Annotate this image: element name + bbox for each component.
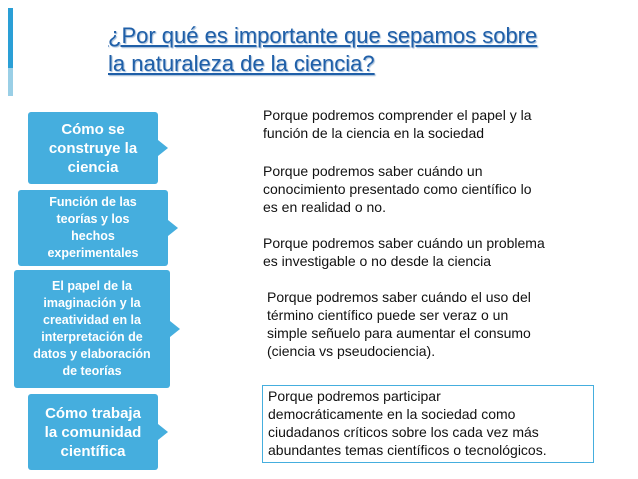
- slide-title-line-1: ¿Por qué es importante que sepamos sobre: [108, 23, 538, 48]
- reason-line: Porque podremos saber cuándo un: [263, 163, 483, 179]
- reason-2: [263, 162, 623, 216]
- callout-line: interpretación de: [41, 330, 143, 344]
- callout-line: experimentales: [47, 246, 139, 260]
- callout-line: construye la: [48, 139, 138, 157]
- reason-line: conocimiento presentado como científico lo: [263, 181, 532, 197]
- reason-line: función de la ciencia en la sociedad: [263, 125, 485, 141]
- reason-line: abundantes temas científicos o tecnológicos.: [268, 442, 547, 458]
- reason-line: Porque podremos saber cuándo el uso del: [267, 289, 531, 305]
- callout-funcion-teorias: [18, 190, 168, 266]
- slide-title: [108, 22, 628, 78]
- reason-1: [263, 106, 623, 142]
- reason-line: Porque podremos comprender el papel y la: [263, 107, 532, 123]
- callout-comunidad-cientifica: [28, 394, 158, 470]
- reason-line: Porque podremos participar: [268, 388, 441, 404]
- callout-line: teorías y los: [56, 212, 130, 226]
- callout-line: El papel de la: [52, 279, 132, 293]
- callout-line: Función de las: [49, 195, 137, 209]
- callout-line: ciencia: [67, 158, 119, 176]
- callout-construccion-ciencia: [28, 112, 158, 184]
- callout-papel-imaginacion: [14, 270, 170, 388]
- callout-line: creatividad en la: [43, 313, 141, 327]
- callout-line: datos y elaboración: [33, 347, 151, 361]
- reason-5-boxed: [262, 385, 594, 463]
- accent-bar-top: [8, 8, 13, 68]
- reason-line: simple señuelo para aumentar el consumo: [267, 325, 531, 341]
- slide-title-line-2: la naturaleza de la ciencia?: [108, 51, 375, 76]
- callout-line: hechos: [71, 229, 115, 243]
- callout-line: la comunidad: [44, 423, 142, 441]
- reason-line: ciudadanos críticos sobre los cada vez más: [268, 424, 539, 440]
- reason-line: democráticamente en la sociedad como: [268, 406, 516, 422]
- reason-line: término científico puede ser veraz o un: [267, 307, 509, 323]
- reason-line: (ciencia vs pseudociencia).: [267, 343, 436, 359]
- reason-4: [267, 288, 627, 360]
- reason-3: [263, 234, 623, 270]
- callout-line: imaginación y la: [43, 296, 141, 310]
- callout-line: científica: [60, 442, 126, 460]
- reason-line: Porque podremos saber cuándo un problema: [263, 235, 545, 251]
- reason-line: es en realidad o no.: [263, 199, 386, 215]
- reason-line: es investigable o no desde la ciencia: [263, 253, 492, 269]
- callout-line: Cómo trabaja: [45, 404, 141, 422]
- callout-line: de teorías: [62, 364, 122, 378]
- accent-bar-bottom: [8, 68, 13, 96]
- callout-line: Cómo se: [61, 120, 125, 138]
